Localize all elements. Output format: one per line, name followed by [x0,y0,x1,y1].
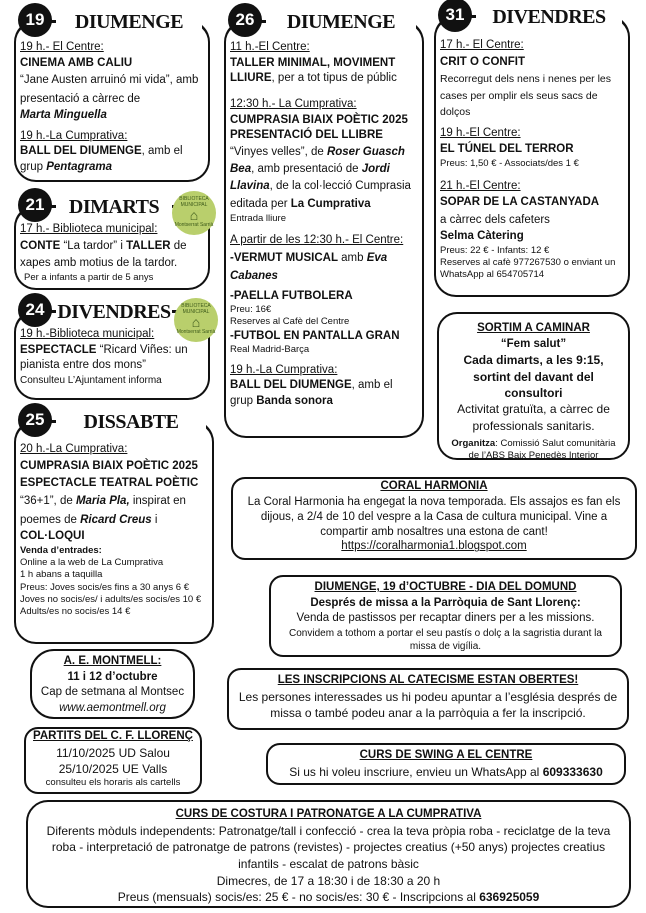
event-note: Consulteu L’Ajuntament informa [20,374,162,386]
event-title: -FUTBOL EN PANTALLA GRAN [230,329,400,342]
notice-subtitle: Després de missa a la Parròquia de Sant Llorenç: [310,596,581,609]
event-title: SOPAR DE LA CASTANYADA [440,196,600,209]
event-note: Reserves al cafè 977267530 o enviant un WhatsApp al 654705714 [440,256,616,281]
event-note: Real Madrid-Barça [230,344,310,356]
notice-partits [24,727,202,794]
event-title: -PAELLA FUTBOLERA [230,289,353,302]
notice-subtitle: “Fem salut” [500,337,567,350]
notice-title: SORTIM A CAMINAR [477,322,590,334]
event-line: TALLER MINIMAL, MOVIMENT LLIURE, per a tot tipus de públic [230,56,397,85]
day-card-31 [434,5,630,297]
event-description: “36+1”, de Maria Pla, inspirat en poemes de Ricard Creus i [20,495,186,526]
event-time: 20 h.-La Cumprativa: [20,443,128,455]
day-number-badge: 31 [438,0,472,32]
notice-title: CURS DE COSTURA I PATRONATGE A LA CUMPRATIVA [175,808,482,820]
day-number-badge: 21 [18,188,52,222]
notice-note: consulteu els horaris als cartells [45,777,181,789]
match-line: 11/10/2025 UD Salou [56,745,170,760]
notice-prices: Preus (mensuals) socis/es: 25 € - no socis/es: 30 € - Inscripcions al 636925059 [117,890,540,905]
event-time: 17 h.- Biblioteca municipal: [20,223,158,235]
event-title: CRIT O CONFIT [440,55,525,68]
day-title: DISSABTE [56,407,206,437]
event-description: Recorregut dels nens i nenes per les cases per omplir els seus sacs de dolços [440,72,612,119]
ticket-sales-line: Adults/es no socis/es 14 € [20,606,131,618]
day-number-badge: 25 [18,403,52,437]
event-note: Reserves al Cafè del Centre [230,316,350,328]
library-logo: BIBLIOTECA MUNICIPAL ⌂ Montserrat Sarrià [172,191,216,235]
notice-text: Diferents mòduls independents: Patronatge/tall i confecció - crea la teva pròpia roba - reciclatge de la teva roba - interpretació de patronatge de patrons (revistes) - projectes creatius (+50 anys) projectes creatius infantils - escalat de patrons bàsic [46,823,611,872]
notice-note: Convidem a tothom a portar el seu pastís o dolç a la sagristia durant la missa de vigília. [289,627,602,652]
event-description: “Jane Austen arruinó mi vida”, amb presentació a càrrec de [20,74,199,105]
notice-domund [269,575,622,657]
event-time: 19 h.-La Cumprativa: [230,363,338,376]
event-time: A partir de les 12:30 h.- El Centre: [230,234,404,247]
day-title: DIUMENGE [56,7,202,37]
notice-title: LES INSCRIPCIONS AL CATECISME ESTAN OBERTES! [277,674,579,686]
day-title: DIVENDRES [476,2,622,32]
event-line: ESPECTACLE “Ricard Viñes: un pianista entre dos mons” [20,343,188,372]
notice-text: Les persones interessades us hi podeu apuntar a l’església després de missa o també podeu anar a la parròquia a fer la inscripció. [238,689,618,721]
notice-date: 11 i 12 d’octubre [67,670,158,683]
notice-title: DIUMENGE, 19 d’OCTUBRE - DIA DEL DOMUND [314,581,577,593]
event-note: Preus: 1,50 € - Associats/des 1 € [440,157,579,169]
day-card-25 [14,410,214,644]
ticket-sales-title: Venda d’entrades: [20,544,102,556]
event-subtitle: ESPECTACLE TEATRAL POÈTIC [20,476,199,489]
event-description: “Vinyes velles”, de Roser Guasch Bea, amb presentació de Jordi Llavina, de la col·lecció Cumprasia editada per La Cumprativa [230,145,411,210]
event-line: BALL DEL DIUMENGE, amb el grup Pentagrama [20,145,183,173]
day-title: DIMARTS [56,192,172,222]
event-title: CUMPRASIA BIAIX POÈTIC 2025 [20,459,198,472]
notice-montmell [30,649,195,719]
event-time: 21 h.-El Centre: [440,179,521,192]
event-time: 12:30 h.- La Cumprativa: [230,97,357,110]
day-title: DIVENDRES [56,297,172,327]
event-subtitle: PRESENTACIÓ DEL LLIBRE [230,129,383,142]
montmell-link[interactable]: www.aemontmell.org [59,701,166,714]
event-time: 11 h.-El Centre: [230,41,310,53]
day-number-badge: 24 [18,293,52,327]
notice-sortim-a-caminar [437,312,630,460]
notice-costura [26,800,631,908]
notice-schedule: Cada dimarts, a les 9:15, sortint del davant del consultori [463,353,604,400]
event-line: -VERMUT MUSICAL amb Eva Cabanes [230,251,388,283]
event-presenter: Marta Minguella [20,109,107,122]
event-line: BALL DEL DIUMENGE, amb el grup Banda sonora [230,379,393,408]
ticket-sales-line: 1 h abans a taquilla [20,569,103,581]
notice-title: CURS DE SWING A EL CENTRE [359,749,533,761]
notice-schedule: Dimecres, de 17 a 18:30 i de 18:30 a 20 h [216,874,441,889]
match-line: 25/10/2025 UE Valls [58,761,168,776]
library-logo: BIBLIOTECA MUNICIPAL ⌂ Montserrat Sarrià [174,298,218,342]
notice-title: PARTITS DEL C. F. LLORENÇ [33,730,193,742]
notice-text: Cap de setmana al Montsec [40,686,185,699]
event-time: 17 h.- El Centre: [440,39,524,51]
notice-swing [266,743,626,785]
ticket-sales-line: Joves no socis/es/ i adults/es socis/es 10 € [20,593,202,605]
event-note: Entrada lliure [230,212,286,224]
event-time: 19 h.-La Cumprativa: [20,129,128,142]
day-title: DIUMENGE [266,7,416,37]
ticket-sales-line: Online a la web de La Cumprativa [20,556,164,568]
event-title: CINEMA AMB CALIU [20,56,133,69]
event-title: CUMPRASIA BIAIX POÈTIC 2025 [230,113,408,126]
event-line: CONTE “La tardor” i TALLER de xapes amb motius de la tardor. [20,239,187,269]
notice-organizer: Organitza: Comissió Salut comunitària de l’ABS Baix Penedès Interior [451,437,616,462]
event-title: EL TÚNEL DEL TERROR [440,142,574,155]
ticket-sales-line: Preus: Joves socis/es fins a 30 anys 6 € [20,581,189,593]
event-note: Preu: 16€ [230,304,272,316]
event-caterer: Selma Càtering [440,229,524,242]
notice-text: Venda de pastissos per recaptar diners per a les missions. [296,612,595,625]
day-card-19 [14,10,210,182]
notice-title: A. E. MONTMELL: [63,655,162,667]
event-colloquium: COL·LOQUI [20,529,85,542]
notice-coral-harmonia [231,477,637,560]
event-note: Per a infants a partir de 5 anys [24,272,154,284]
notice-catecisme [227,668,629,730]
coral-link[interactable]: https://coralharmonia1.blogspot.com [341,540,527,553]
event-time: 19 h.-El Centre: [440,127,521,140]
day-number-badge: 19 [18,3,52,37]
notice-title: CORAL HARMONIA [380,480,488,492]
notice-text: Activitat gratuïta, a càrrec de professionals sanitaris. [457,402,610,433]
event-note: Preus: 22 € - Infants: 12 € [440,244,550,256]
event-time: 19 h.- El Centre: [20,41,104,53]
day-card-26 [224,10,424,438]
notice-text: Si us hi voleu inscriure, envieu un WhatsApp al 609333630 [289,764,603,779]
notice-text: La Coral Harmonia ha engegat la nova temporada. Els assajos es fan els dijous, a 2/4 de 10 del vespre a la Casa de cultura municipal. Vine a compartir amb nosaltres una estona de cant! [247,495,621,538]
event-description: a càrrec dels cafeters [440,213,550,226]
event-time: 19 h.-Biblioteca municipal: [20,328,155,340]
day-number-badge: 26 [228,3,262,37]
